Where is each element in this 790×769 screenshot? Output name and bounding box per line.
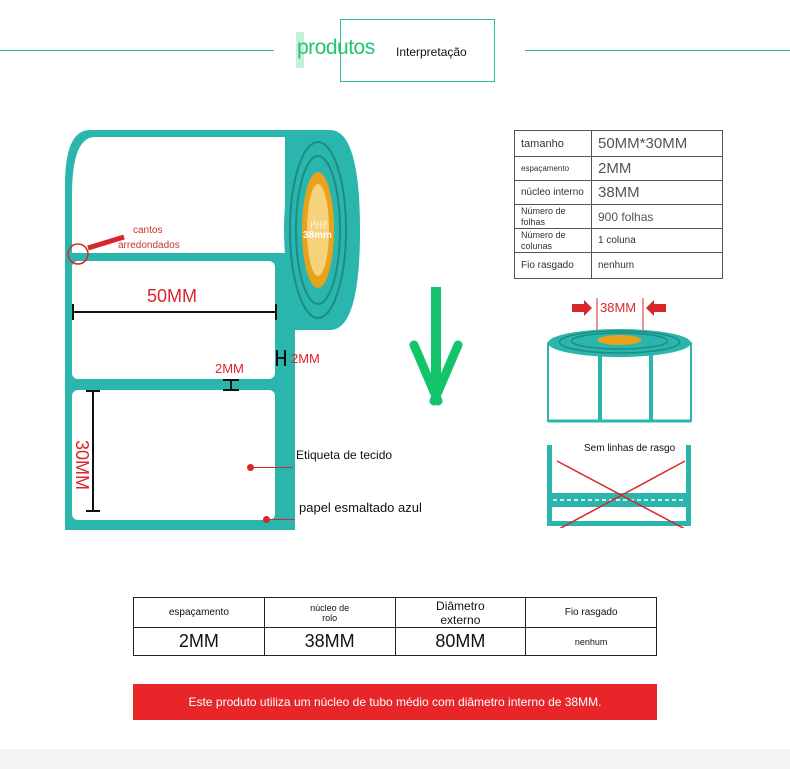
header-rule-right bbox=[525, 50, 790, 51]
spec-value: 38MM bbox=[592, 181, 723, 205]
spec-value: 2MM bbox=[592, 157, 723, 181]
spec-table bbox=[514, 130, 723, 279]
core-label-bottom: 38mm bbox=[303, 230, 332, 241]
rounded-corners-label-2: arredondados bbox=[118, 240, 180, 251]
inner-gap-label: 2MM bbox=[215, 361, 244, 376]
bottom-header: Fio rasgado bbox=[526, 598, 657, 628]
coated-marker-line bbox=[269, 519, 295, 520]
spec-key: tamanho bbox=[515, 131, 592, 157]
spec-value: nenhum bbox=[592, 253, 723, 279]
width-label: 50MM bbox=[147, 286, 198, 306]
bottom-spec-table bbox=[133, 597, 657, 656]
footer-strip bbox=[0, 749, 790, 769]
side-gap-dimension bbox=[274, 348, 288, 368]
bottom-header: Diâmetro externo bbox=[395, 598, 526, 628]
spec-key: núcleo interno bbox=[515, 181, 592, 205]
bottom-value: 38MM bbox=[264, 628, 395, 656]
fabric-label: Etiqueta de tecido bbox=[296, 448, 393, 462]
bottom-value: nenhum bbox=[526, 628, 657, 656]
inner-gap-dimension bbox=[221, 378, 241, 392]
no-tear-label: Sem linhas de rasgo bbox=[584, 443, 676, 454]
coated-label: papel esmaltado azul bbox=[299, 500, 422, 515]
notice-banner: Este produto utiliza um núcleo de tubo médio com diâmetro interno de 38MM. bbox=[133, 684, 657, 720]
bottom-header: espaçamento bbox=[134, 598, 265, 628]
spec-key: Número de folhas bbox=[515, 205, 592, 229]
core-label-top: 内径 bbox=[310, 220, 329, 230]
spec-value: 900 folhas bbox=[592, 205, 723, 229]
spec-key: Fio rasgado bbox=[515, 253, 592, 279]
label-roll-diagram bbox=[60, 125, 360, 535]
spec-key: espaçamento bbox=[515, 157, 592, 181]
header-title-interpretation: Interpretação bbox=[396, 45, 467, 59]
bottom-header: núcleo de rolo bbox=[264, 598, 395, 628]
core-diameter-label: 38MM bbox=[600, 300, 637, 315]
fabric-marker-line bbox=[253, 467, 293, 468]
spec-value: 50MM*30MM bbox=[592, 131, 723, 157]
side-gap-label: 2MM bbox=[291, 351, 320, 366]
spec-key: Número de colunas bbox=[515, 229, 592, 253]
rounded-corners-label-1: cantos bbox=[133, 225, 163, 236]
header-title-products: produtos bbox=[297, 36, 375, 59]
down-arrow-icon bbox=[408, 285, 464, 407]
bottom-value: 80MM bbox=[395, 628, 526, 656]
side-roll-diagram bbox=[545, 325, 695, 425]
bottom-value: 2MM bbox=[134, 628, 265, 656]
height-label: 30MM bbox=[72, 440, 92, 491]
spec-value: 1 coluna bbox=[592, 229, 723, 253]
header-rule-left bbox=[0, 50, 274, 51]
no-tear-lines-diagram bbox=[545, 443, 693, 528]
